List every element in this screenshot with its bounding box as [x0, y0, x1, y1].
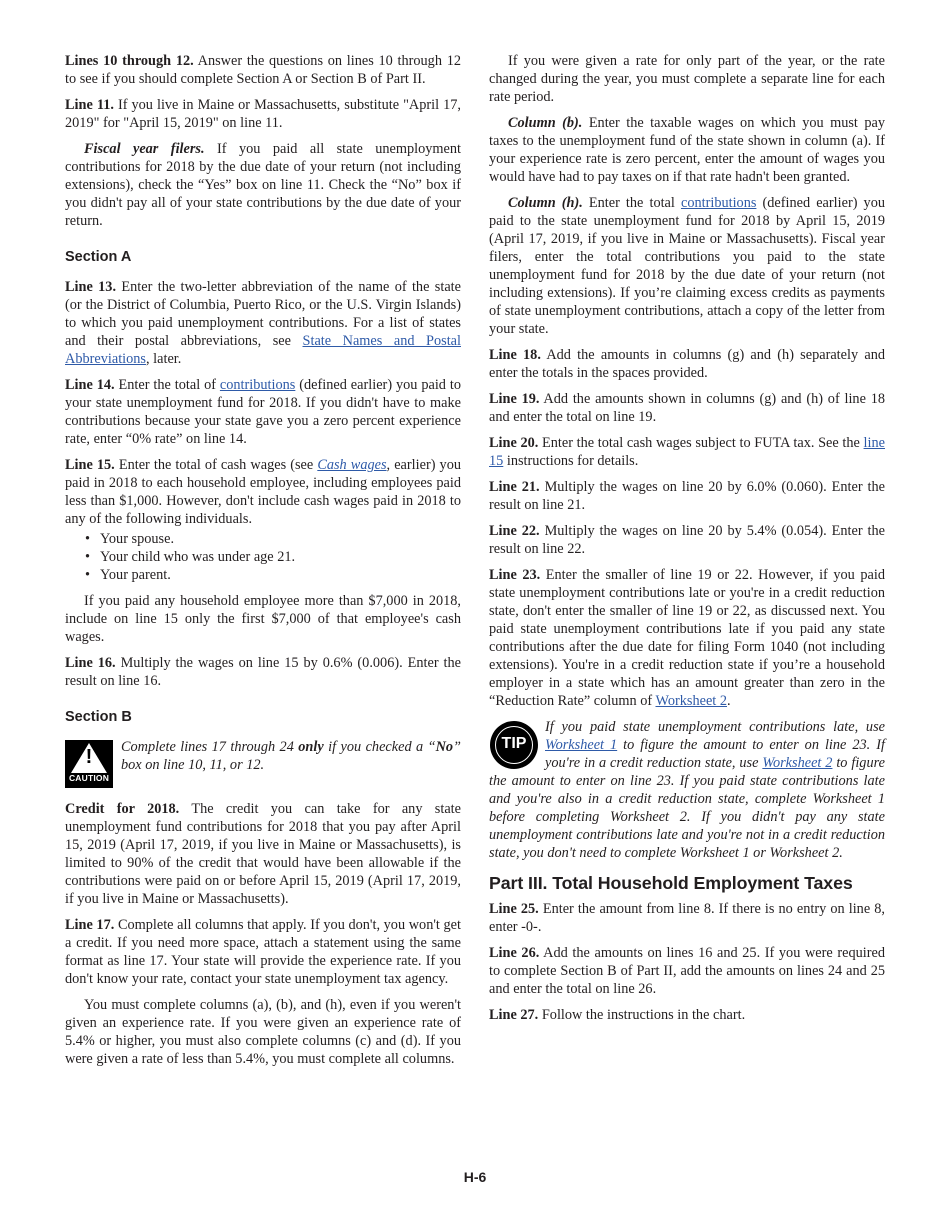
paragraph-line-16: Line 16. Multiply the wages on line 15 by 0.6% (0.006). Enter the result on line 16. — [65, 655, 461, 689]
paragraph-credit-2018: Credit for 2018. The credit you can take for any state unemployment fund contributions for 2018 that you pay after April 15, 2019 (April 17, 2019, if you live in Maine or Massachusetts), is limited to 90% of the credit that would have been allowable if the contributions were paid on or before April 15, 2019 (April 17, 2019, if you live in Maine or Massachusetts). — [65, 801, 461, 907]
paragraph-line-27: Line 27. Follow the instructions in the chart. — [489, 1007, 746, 1023]
line-label: Line 20. — [489, 435, 539, 451]
line-label: Column (b). — [508, 115, 583, 131]
line-label: Line 13. — [65, 279, 117, 295]
paragraph-line-20: Line 20. Enter the total cash wages subject to FUTA tax. See the line 15 instructions for details. — [489, 435, 885, 469]
link-contributions[interactable]: contributions — [680, 195, 757, 211]
paragraph-rate-period: If you were given a rate for only part of the year, or the rate changed during the year, you must complete a separate line for each rate period. — [489, 53, 885, 105]
section-b-heading: Section B — [65, 709, 132, 725]
line-label: Line 26. — [489, 945, 540, 961]
line-label: Lines 10 through 12. — [65, 53, 194, 69]
line-label: Line 17. — [65, 917, 115, 933]
section-a-heading: Section A — [65, 249, 132, 265]
caution-note: ! CAUTION Complete lines 17 through 24 only if you checked a “No” box on line 10, 11, or 12. — [65, 738, 461, 792]
paragraph-line-15: Line 15. Enter the total of cash wages (see Cash wages, earlier) you paid in 2018 to each household employee, including employees paid less than $1,000. However, don't include cash wages paid in 2018 to any of the following individuals. — [65, 457, 461, 527]
line-label: Line 27. — [489, 1007, 539, 1023]
right-column — [489, 52, 885, 1032]
paragraph-fiscal-year-filers: Fiscal year filers. If you paid all state unemployment contributions for 2018 by the due date of your return (not including extensions), check the “Yes” box on line 11. Check the “No” box if you didn't pay all of your state contributions by the due date of your return. — [65, 141, 461, 229]
link-state-names[interactable]: State Names and Postal Abbreviations — [65, 333, 461, 367]
page-number: H-6 — [463, 1169, 487, 1185]
paragraph-7000-limit: If you paid any household employee more than $7,000 in 2018, include on line 15 only the first $7,000 of that employee's cash wages. — [65, 593, 461, 645]
line-label: Line 21. — [489, 479, 540, 495]
caution-icon: ! CAUTION — [65, 740, 113, 788]
link-line-15[interactable]: line 15 — [489, 435, 885, 469]
tip-icon: TIP — [489, 720, 539, 770]
paragraph-lines-10-12: Lines 10 through 12. Answer the questions on lines 10 through 12 to see if you should complete Section A or Section B of Part II. — [65, 53, 461, 87]
link-worksheet-1[interactable]: Worksheet 1 — [545, 737, 618, 753]
line-label: Column (h). — [508, 195, 583, 211]
list-item: • Your parent. — [85, 566, 461, 584]
paragraph-line-26: Line 26. Add the amounts on lines 16 and 25. If you were required to complete Section B of Part II, add the amounts on lines 24 and 25 and enter the total on line 26. — [489, 945, 885, 997]
excluded-individuals-list — [65, 530, 461, 584]
line-label: Line 16. — [65, 655, 116, 671]
paragraph-column-b: Column (b). Enter the taxable wages on which you must pay taxes to the unemployment fund of the state shown in column (a). If your experience rate is zero percent, enter the amount of wages you would have had to pay taxes on if that rate hadn't been granted. — [489, 115, 885, 185]
paragraph-line-25: Line 25. Enter the amount from line 8. If there is no entry on line 8, enter -0-. — [489, 901, 885, 935]
part-iii-heading: Part III. Total Household Employment Taxes — [489, 873, 853, 893]
paragraph-line-11: Line 11. If you live in Maine or Massachusetts, substitute "April 17, 2019" for "April 15, 2019" on line 11. — [65, 97, 461, 131]
list-item: • Your child who was under age 21. — [85, 548, 461, 566]
line-label: Line 22. — [489, 523, 540, 539]
line-label: Line 15. — [65, 457, 115, 473]
left-column — [65, 52, 461, 1076]
tip-note: TIP If you paid state unemployment contributions late, use Worksheet 1 to figure the amount to enter on line 23. If you're in a credit reduction state, use Worksheet 2 to figure the amount to enter on line 23. If you paid state contributions late and you're also in a credit reduction state, complete Worksheet 1 before completing Worksheet 2. If you didn't pay any state unemployment contributions late and you're not in a credit reduction state, you don't need to complete Worksheet 1 or Worksheet 2. — [489, 719, 885, 861]
paragraph-line-23: Line 23. Enter the smaller of line 19 or 22. However, if you paid state unemployment contributions late or you're in a credit reduction state, don't enter the smaller of line 19 or 22, as discussed next. You paid state unemployment contributions late if you paid any state contributions after the due date for filing Form 1040 (not including extensions). You're in a credit reduction state if you’re a household employer in a state which has an amount greater than zero in the “Reduction Rate” column of Worksheet 2. — [489, 567, 885, 709]
line-label: Line 14. — [65, 377, 115, 393]
line-label: Line 18. — [489, 347, 541, 363]
line-label: Line 25. — [489, 901, 539, 917]
link-contributions[interactable]: contributions — [219, 377, 296, 393]
paragraph-line-19: Line 19. Add the amounts shown in columns (g) and (h) of line 18 and enter the total on line 19. — [489, 391, 885, 425]
paragraph-columns-required: You must complete columns (a), (b), and (h), even if you weren't given an experience rate. If you were given an experience rate of 5.4% or higher, you must also complete columns (c) and (d). If you were given a rate of less than 5.4%, you must complete all columns. — [65, 997, 461, 1067]
paragraph-line-18: Line 18. Add the amounts in columns (g) and (h) separately and enter the totals in the spaces provided. — [489, 347, 885, 381]
list-item: • Your spouse. — [85, 530, 461, 548]
paragraph-line-22: Line 22. Multiply the wages on line 20 by 5.4% (0.054). Enter the result on line 22. — [489, 523, 885, 557]
line-label: Line 19. — [489, 391, 540, 407]
line-label: Fiscal year filers. — [84, 141, 205, 157]
line-label: Line 11. — [65, 97, 114, 113]
line-label: Line 23. — [489, 567, 541, 583]
line-label: Credit for 2018. — [65, 801, 180, 817]
paragraph-line-17: Line 17. Complete all columns that apply. If you don't, you won't get a credit. If you need more space, attach a statement using the same format as line 17. Your state will provide the experience rate. If you don't know your rate, contact your state unemployment tax agency. — [65, 917, 461, 987]
paragraph-column-h: Column (h). Enter the total contributions (defined earlier) you paid to the state unemployment fund for 2018 by April 15, 2019 (April 17, 2019, if you live in Maine or Massachusetts). Fiscal year filers, enter the total contributions you paid to the state unemployment fund for 2018 by the due date of your return (not including extensions). If you’re claiming excess credits as payments of state unemployment contributions, attach a copy of the letter from your state. — [489, 195, 885, 337]
link-cash-wages[interactable]: Cash wages — [317, 457, 387, 473]
paragraph-line-21: Line 21. Multiply the wages on line 20 by 6.0% (0.060). Enter the result on line 21. — [489, 479, 885, 513]
paragraph-line-13: Line 13. Enter the two-letter abbreviation of the name of the state (or the District of Columbia, Puerto Rico, or the U.S. Virgin Islands) to which you paid unemployment contributions. For a list of states and their postal abbreviations, see State Names and Postal Abbreviations, later. — [65, 279, 461, 367]
link-worksheet-2[interactable]: Worksheet 2 — [655, 693, 728, 709]
link-worksheet-2[interactable]: Worksheet 2 — [762, 755, 833, 771]
paragraph-line-14: Line 14. Enter the total of contributions (defined earlier) you paid to your state unemployment fund for 2018. If you didn't have to make contributions because your state gave you a zero percent experience rate, enter “0% rate” on line 14. — [65, 377, 461, 447]
